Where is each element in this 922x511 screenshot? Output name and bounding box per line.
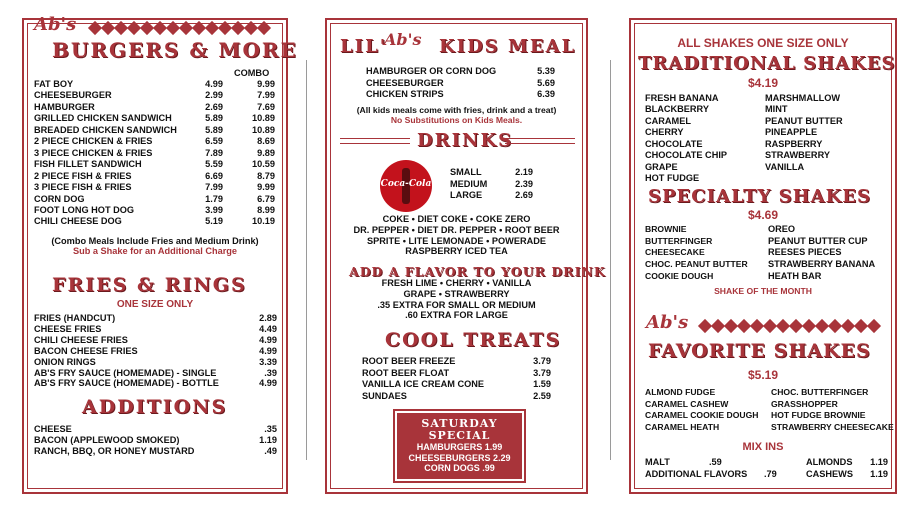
menu-item-name: HAMBURGER [34,101,95,112]
special-line: CORN DOGS .99 [424,463,495,473]
menu-item-name: FAT BOY [34,79,74,89]
special-title: SATURDAY [421,417,498,430]
drink-line: RASPBERRY ICED TEA [405,246,508,257]
menu-item-name: BACON CHEESE FRIES [34,345,138,356]
shake-flavor: CARAMEL CASHEW [645,398,729,409]
mixin-price: 1.19 [870,468,888,479]
menu-item-name: CHEESE FRIES [34,323,102,334]
drink-line: COKE • DIET COKE • COKE ZERO [382,214,531,224]
shake-flavor: BROWNIE [645,224,687,234]
menu-item-name: GRILLED CHICKEN SANDWICH [34,113,172,124]
menu-item-price: 2.89 [259,313,277,323]
coca-cola-logo: Coca-Cola [380,160,432,212]
menu-item-name: FRIES (HANDCUT) [34,313,116,323]
menu-item-price: 1.19 [259,435,277,446]
special-title: SPECIAL [428,429,491,442]
diamond-border [90,22,269,34]
menu-item-price: 5.19 [205,216,223,227]
saturday-special-box [395,411,524,481]
shake-flavor: FRESH BANANA [645,93,719,103]
shake-flavor: BUTTERFINGER [645,235,713,246]
menu-item-price: 4.99 [205,79,223,89]
special-line: CHEESEBURGERS 2.29 [408,452,511,463]
menu-item-combo-price: 9.99 [257,182,275,193]
menu-item-price: 2.39 [515,178,533,189]
menu-item-price: 3.79 [533,367,551,378]
menu-item-price: 2.69 [515,190,533,201]
drinks-title: DRINKS [417,130,514,151]
treats-title: COOL TREATS [385,329,562,351]
menu-item-price: 4.99 [259,378,277,389]
menu-item-price: 4.99 [259,334,277,345]
mixin-price: 1.19 [870,457,888,467]
menu-item-combo-price: 7.69 [257,101,275,112]
shake-flavor: STRAWBERRY CHEESECAKE [771,421,894,432]
specialty-price: $4.69 [747,208,779,222]
shake-flavor: MINT [765,104,788,115]
menu-item-price: .35 [264,424,277,434]
menu-item-price: 2.99 [205,90,223,101]
kids-note-red: No Substitutions on Kids Meals. [390,115,523,125]
menu-item-name: BREADED CHICKEN SANDWICH [34,124,177,135]
menu-item-price: 5.89 [205,124,223,135]
menu-item-price: 6.39 [537,89,555,100]
menu-item-name: MEDIUM [450,178,488,189]
combo-header: COMBO [234,68,270,78]
shake-flavor: PINEAPPLE [765,127,818,138]
menu-item-price: 2.19 [515,167,533,177]
stripe-decoration [505,138,575,144]
menu-item-name: FISH FILLET SANDWICH [34,159,142,170]
mixin-name: ADDITIONAL FLAVORS [645,468,748,479]
menu-item-name: ROOT BEER FREEZE [362,356,456,366]
menu-item-name: CHEESEBURGER [366,77,444,88]
menu-item-price: 2.69 [205,101,223,112]
shake-flavor: ALMOND FUDGE [645,387,716,397]
menu-item-name: ONION RINGS [34,356,96,367]
mixins-title: MIX INS [742,441,784,453]
mixin-price: .59 [709,457,722,467]
shake-flavor: PEANUT BUTTER CUP [768,235,868,246]
menu-item-price: 5.89 [205,113,223,124]
menu-item-combo-price: 10.19 [252,216,275,227]
traditional-price: $4.19 [747,76,779,90]
burgers-title: BURGERS & MORE [52,38,298,62]
menu-item-price: .39 [264,367,277,378]
menu-item-price: 4.49 [259,323,277,334]
flavor-title: ADD A FLAVOR TO YOUR DRINK [349,264,606,279]
menu-item-name: 3 PIECE CHICKEN & FRIES [34,147,153,158]
menu-item-name: CHEESE [34,424,72,434]
kids-note: (All kids meals come with fries, drink and a treat) [356,105,557,115]
menu-item-combo-price: 8.99 [257,204,275,215]
shake-flavor: HEATH BAR [768,270,822,281]
fries-title: FRIES & RINGS [52,274,247,296]
shake-note: Sub a Shake for an Additional Charge [72,246,238,256]
favorite-title: FAVORITE SHAKES [648,340,871,362]
abs-logo: Ab's [34,14,77,35]
menu-item-price: 5.39 [537,66,555,76]
menu-item-price: 7.89 [205,147,223,158]
mixin-name: ALMONDS [806,457,853,467]
menu-item-combo-price: 8.69 [257,136,275,147]
menu-item-combo-price: 10.89 [252,113,275,124]
menu-item-name: ROOT BEER FLOAT [362,367,450,378]
shakes-header: ALL SHAKES ONE SIZE ONLY [677,36,849,50]
additions-title: ADDITIONS [82,396,228,418]
kids-title: KIDS MEAL [439,36,577,57]
menu-item-name: RANCH, BBQ, OR HONEY MUSTARD [34,446,195,457]
shake-flavor: RASPBERRY [765,138,823,149]
shake-flavor: MARSHMALLOW [765,93,841,103]
menu-item-combo-price: 10.59 [252,159,275,170]
shake-flavor: CHERRY [645,127,684,138]
menu-item-price: 3.79 [533,356,551,366]
menu-item-name: CORN DOG [34,193,85,204]
shake-flavor: REESES PIECES [768,247,842,258]
shake-flavor: HOT FUDGE [645,173,700,184]
kids-prefix: LIL' [340,36,388,57]
shake-flavor: CHOC. BUTTERFINGER [771,387,869,397]
menu-item-price: 6.69 [205,170,223,181]
shake-flavor: STRAWBERRY [765,150,830,161]
shake-of-month: SHAKE OF THE MONTH [714,286,812,296]
menu-item-name: SMALL [450,167,482,177]
abs-logo: Ab's [646,312,689,333]
shake-flavor: GRAPE [645,161,678,172]
menu-item-name: CHILI CHEESE FRIES [34,334,128,345]
shake-flavor: CHEESECAKE [645,247,705,258]
shake-flavor: COOKIE DOUGH [645,270,714,281]
diamond-shape [257,21,271,35]
menu-item-price: 2.59 [533,390,551,401]
menu-item-name: SUNDAES [362,390,407,401]
flavor-line: FRESH LIME • CHERRY • VANILLA [381,278,532,288]
menu-item-price: 5.59 [205,159,223,170]
shake-flavor: BLACKBERRY [645,104,709,115]
menu-item-price: 3.39 [259,356,277,367]
abs-logo: Ab's [384,30,422,49]
shake-flavor: CARAMEL COOKIE DOUGH [645,410,759,420]
menu-item-price: 3.99 [205,204,223,215]
menu-item-price: 4.99 [259,345,277,356]
menu-item-name: LARGE [450,190,483,201]
menu-item-combo-price: 7.99 [257,90,275,101]
menu-item-price: 6.59 [205,136,223,147]
mixin-price: .79 [764,468,777,479]
favorite-price: $5.19 [747,368,779,382]
flavor-line: .35 EXTRA FOR SMALL OR MEDIUM [377,299,536,310]
menu-item-name: VANILLA ICE CREAM CONE [362,379,484,390]
menu-item-price: .49 [264,446,277,457]
flavor-line: GRAPE • STRAWBERRY [403,288,510,299]
diamond-shape [867,319,881,333]
menu-item-name: 2 PIECE FISH & FRIES [34,170,132,181]
shake-flavor: CHOCOLATE CHIP [645,150,728,161]
menu-item-name: CHILI CHEESE DOG [34,216,122,227]
shake-flavor: HOT FUDGE BROWNIE [771,410,866,420]
shake-flavor: VANILLA [765,161,805,172]
drink-line: SPRITE • LITE LEMONADE • POWERADE [367,235,546,246]
menu-item-name: BACON (APPLEWOOD SMOKED) [34,435,180,446]
menu-item-price: 1.79 [205,193,223,204]
stripe-decoration [340,138,410,144]
menu-item-combo-price: 10.89 [252,124,275,135]
menu-item-name: CHICKEN STRIPS [366,89,444,100]
shake-flavor: GRASSHOPPER [771,398,838,409]
divider-line [610,60,611,460]
shake-flavor: CHOC. PEANUT BUTTER [645,259,748,270]
diamond-border [700,320,879,332]
menu-item-name: CHEESEBURGER [34,90,112,101]
shake-flavor: CARAMEL [645,115,691,126]
menu-item-price: 5.69 [537,77,555,88]
menu-item-name: AB'S FRY SAUCE (HOMEMADE) - BOTTLE [34,378,219,389]
menu-item-name: 2 PIECE CHICKEN & FRIES [34,136,153,147]
shake-flavor: PEANUT BUTTER [765,115,843,126]
shake-flavor: OREO [768,224,796,234]
mixin-name: MALT [645,457,670,467]
menu-item-combo-price: 6.79 [257,193,275,204]
fries-subtitle: ONE SIZE ONLY [116,299,194,310]
menu-item-name: FOOT LONG HOT DOG [34,204,135,215]
menu-item-name: AB'S FRY SAUCE (HOMEMADE) - SINGLE [34,367,217,378]
menu-item-price: 7.99 [205,182,223,193]
flavor-line: .60 EXTRA FOR LARGE [405,310,508,321]
mixin-name: CASHEWS [806,468,853,479]
specialty-title: SPECIALTY SHAKES [648,186,871,207]
menu-item-combo-price: 9.89 [257,147,275,158]
menu-item-combo-price: 8.79 [257,170,275,181]
shake-flavor: CARAMEL HEATH [645,421,720,432]
divider-line [306,60,307,460]
shake-flavor: CHOCOLATE [645,138,703,149]
special-line: HAMBURGERS 1.99 [416,442,503,452]
menu-item-name: 3 PIECE FISH & FRIES [34,182,132,193]
menu-item-combo-price: 9.99 [257,79,275,89]
special-lines [397,442,522,474]
menu-item-name: HAMBURGER OR CORN DOG [366,66,497,76]
menu-item-price: 1.59 [533,379,551,390]
shake-flavor: STRAWBERRY BANANA [768,259,876,270]
drink-line: DR. PEPPER • DIET DR. PEPPER • ROOT BEER [353,224,560,235]
combo-note: (Combo Meals Include Fries and Medium Drink) [51,236,259,246]
traditional-title: TRADITIONAL SHAKES [638,53,896,74]
